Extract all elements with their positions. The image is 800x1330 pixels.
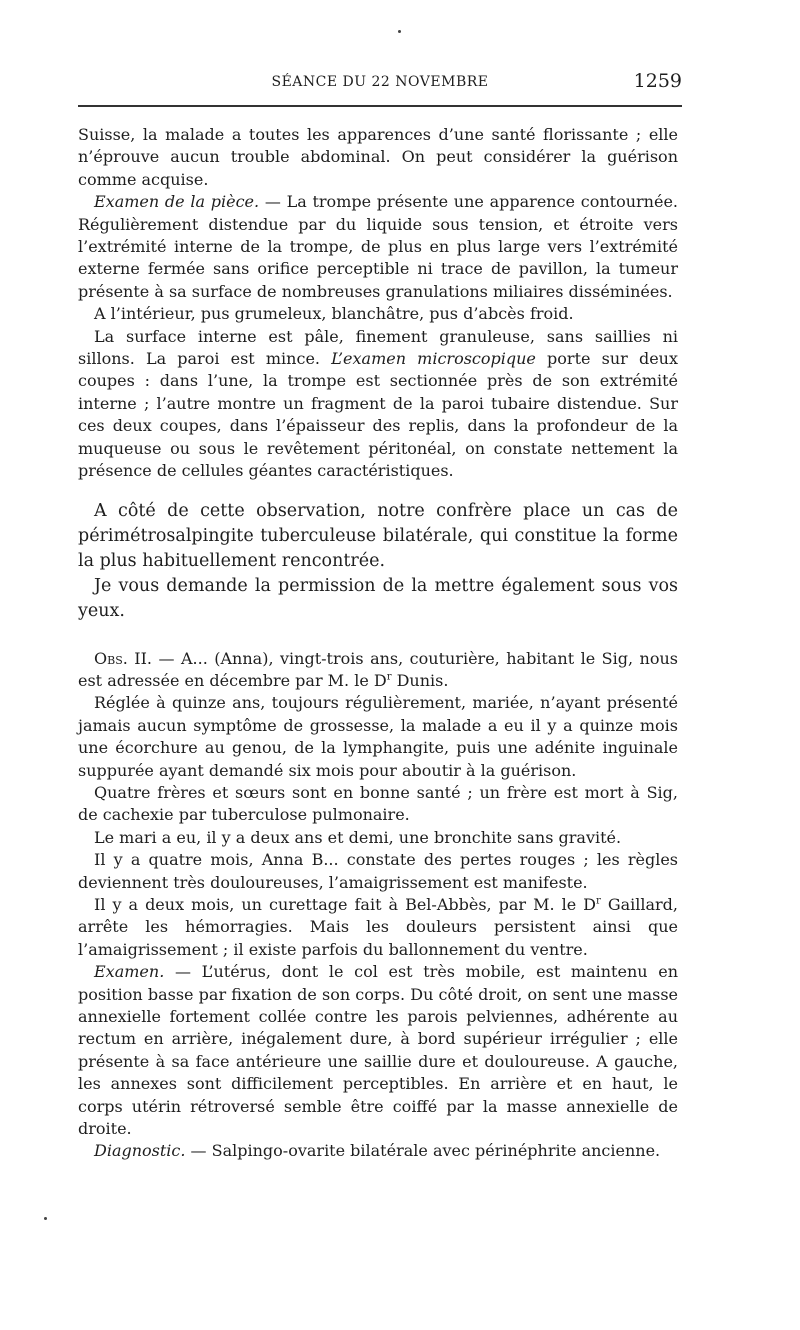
paragraph-text: Il y a deux mois, un curettage fait à Bel-Abbès, par M. le D [94, 894, 597, 914]
paragraph-text: — A... (Anna), vingt-trois ans, couturière, habitant le Sig, nous est adressée en décembre par M. le D [78, 648, 678, 690]
paragraph-text: — Salpingo-ovarite bilatérale avec périnéphrite ancienne. [185, 1141, 661, 1161]
paragraph: Suisse, la malade a toutes les apparences d’une santé florissante ; elle n’éprouve aucun trouble abdominal. On peut considérer la guérison comme acquise. [78, 125, 678, 189]
paragraph [78, 961, 678, 1140]
paragraph: Le mari a eu, il y a deux ans et demi, une bronchite sans gravité. [94, 827, 622, 847]
superscript: r [386, 671, 392, 683]
paragraph-text: Gaillard, arrête les hémorragies. Mais les douleurs persistent ainsi que l’amaigrissement ; il existe parfois du ballonnement du ventre. [78, 894, 679, 959]
paragraph-text: — L’utérus, dont le col est très mobile, est maintenu en position basse par fixation de son corps. Du côté droit, on sent une masse annexielle fortement collée contre les parois pelviennes, adhérente au rectum en arrière, inégalement dure, à bord supérieur irrégulier ; elle présente à sa face antérieure une saillie dure et douloureuse. A gauche, les annexes sont difficilement perceptibles. En arrière et en haut, le corps utérin rétroversé semble être coiffé par la masse annexielle de droite. [78, 962, 678, 1139]
observation-heading-paragraph [78, 648, 678, 693]
page-header [78, 70, 682, 100]
header-rule [78, 105, 682, 107]
paragraph-text: porte sur deux coupes : dans l’une, la trompe est sectionnée près de son extrémité interne ; l’autre montre un fragment de la paroi tubaire distendue. Sur ces deux coupes, dans l’épaisseur des replis, dans la profondeur de la muqueuse ou sous le revêtement péritonéal, on constate nettement la présence de cellules géantes caractéristiques. [78, 349, 678, 481]
print-speck [398, 30, 401, 33]
paragraph-large: Je vous demande la permission de la mettre également sous vos yeux. [78, 575, 678, 621]
paragraph-text: — La trompe présente une apparence contournée. Régulièrement distendue par du liquide sous tension, et étroite vers l’extrémité interne de la trompe, de plus en plus large vers l’extrémité externe fermée sans orifice perceptible ni trace de pavillon, la tumeur présente à sa surface de nombreuses granulations miliaires disséminées. [78, 192, 678, 301]
inline-term: L’examen microscopique [331, 349, 536, 369]
spacer [78, 624, 678, 648]
section-label: Diagnostic. [94, 1141, 186, 1161]
observation-label: Obs. II. [94, 648, 153, 668]
print-speck [44, 1217, 47, 1220]
section-label: Examen de la pièce. [94, 192, 260, 212]
paragraph [78, 894, 678, 961]
running-title: SÉANCE DU 22 NOVEMBRE [271, 74, 489, 90]
paragraph: Il y a quatre mois, Anna B... constate des pertes rouges ; les règles deviennent très douloureuses, l’amaigrissement est manifeste. [78, 850, 678, 892]
paragraph [78, 1140, 678, 1162]
section-label: Examen. [94, 962, 165, 982]
spacer [78, 483, 678, 499]
paragraph-text: La surface interne est pâle, finement granuleuse, sans saillies ni sillons. La paroi est mince. [78, 326, 678, 369]
paragraph: Réglée à quinze ans, toujours régulièrement, mariée, n’ayant présenté jamais aucun symptôme de grossesse, la malade a eu il y a quinze mois une écorchure au genou, de la lymphangite, puis une adénite inguinale suppurée ayant demandé six mois pour aboutir à la guérison. [78, 693, 678, 780]
paragraph: Quatre frères et sœurs sont en bonne santé ; un frère est mort à Sig, de cachexie par tuberculose pulmonaire. [78, 782, 678, 825]
paragraph: A l’intérieur, pus grumeleux, blanchâtre, pus d’abcès froid. [94, 304, 574, 324]
paragraph-text: Dunis. [391, 670, 449, 690]
page-body [78, 124, 678, 1163]
paragraph [78, 191, 678, 303]
superscript: r [596, 895, 601, 907]
paragraph [78, 326, 678, 483]
paragraph-large: A côté de cette observation, notre confrère place un cas de périmétrosalpingite tuberculeuse bilatérale, qui constitue la forme la plus habituellement rencontrée. [78, 500, 678, 571]
page-number: 1259 [633, 70, 682, 92]
